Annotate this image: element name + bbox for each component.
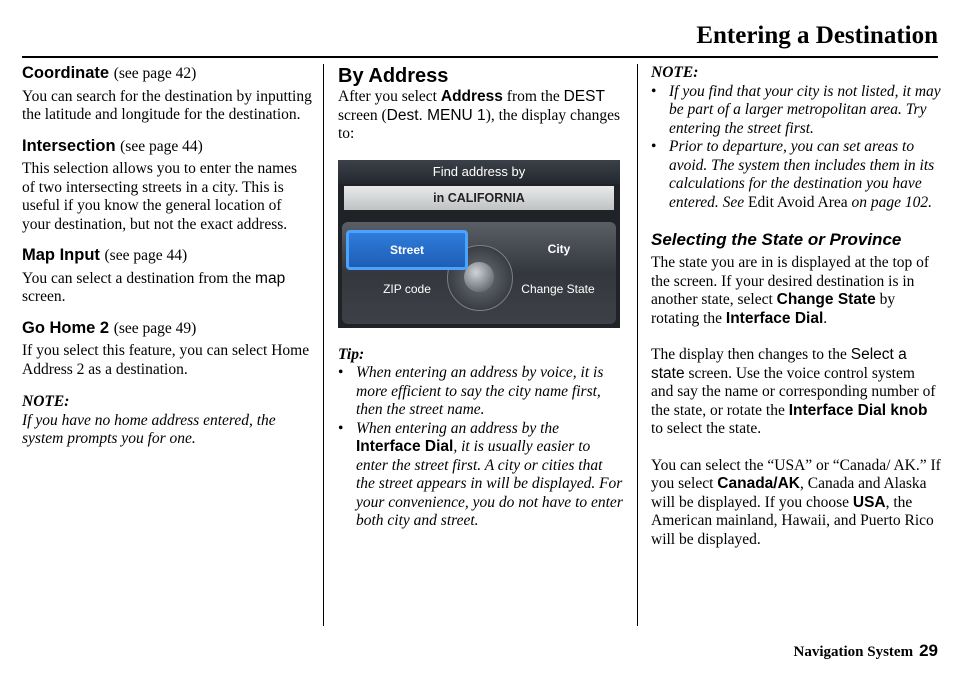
by-address-heading: By Address bbox=[338, 65, 449, 87]
page-footer bbox=[793, 641, 938, 661]
intro-post: ), the display changes to: bbox=[338, 106, 620, 142]
intersection-body: This selection allows you to enter the names of two intersecting streets in a city. This is useful if you know the general location of your destination, but not the exact address. bbox=[22, 160, 298, 233]
column-divider-2 bbox=[637, 64, 638, 626]
interface-dial-term: Interface Dial bbox=[356, 438, 454, 455]
state-p2-pre: The display then changes to the bbox=[651, 346, 847, 363]
state-p3-post: , the American mainland, Hawaii, and Puerto Rico will be displayed. bbox=[651, 493, 934, 548]
map-input-heading-text: Map Input bbox=[22, 246, 100, 264]
edit-avoid-area-link[interactable]: Edit Avoid Area bbox=[748, 193, 848, 211]
intersection-heading bbox=[22, 137, 312, 157]
screen-title: Find address by bbox=[338, 160, 620, 184]
state-p1-post: . bbox=[823, 309, 828, 327]
go-home-page-ref: (see page 49) bbox=[113, 319, 197, 337]
note-label-right: NOTE: bbox=[651, 64, 699, 81]
state-p3-mid: , Canada and Alaska will be displayed. If you choose bbox=[651, 475, 927, 511]
usa-term: USA bbox=[852, 493, 886, 511]
address-term: Address bbox=[440, 88, 503, 105]
state-p2-mid: screen. Use the voice control system and say the name or corresponding number of the state, or rotate the bbox=[651, 364, 936, 419]
column-right bbox=[651, 64, 941, 549]
tip-item-1-text: When entering an address by voice, it is more efficient to say the city name first, then the street name. bbox=[356, 364, 604, 418]
map-screen-term: map bbox=[255, 269, 286, 287]
column-left bbox=[22, 64, 312, 449]
tip-list bbox=[338, 364, 624, 531]
screen-state-label: in CALIFORNIA bbox=[344, 186, 614, 210]
note-item-1: • If you find that your city is not listed, it may be part of a larger metropolitan area. Try entering the street first. bbox=[651, 82, 941, 137]
interface-dial-knob-icon bbox=[464, 262, 494, 292]
coordinate-page-ref: (see page 42) bbox=[113, 65, 197, 82]
find-address-screen bbox=[338, 160, 620, 328]
tip-item-2-pre: When entering an address by the bbox=[356, 419, 560, 437]
intro-mid: from the bbox=[506, 88, 560, 105]
state-p3-pre: You can select the “USA” or “Canada/ AK.” If you select bbox=[651, 456, 941, 492]
tip-item-2-post: , it is usually easier to enter the street first. A city or cities that the street appears in will be displayed. For your convenience, you do not have to enter both city and street. bbox=[356, 438, 623, 529]
city-button[interactable]: City bbox=[547, 241, 571, 256]
state-heading: Selecting the State or Province bbox=[651, 230, 902, 249]
zip-code-button[interactable]: ZIP code bbox=[383, 281, 431, 296]
coordinate-heading-text: Coordinate bbox=[22, 64, 110, 82]
map-input-page-ref: (see page 44) bbox=[104, 247, 188, 264]
note-item-2-post: on page 102. bbox=[851, 193, 933, 211]
interface-dial-term-right: Interface Dial bbox=[725, 309, 824, 327]
footer-label: Navigation System bbox=[793, 644, 914, 660]
header-rule bbox=[22, 56, 938, 58]
change-state-button[interactable]: Change State bbox=[521, 281, 595, 296]
dest-term: DEST bbox=[563, 88, 605, 105]
intersection-heading-text: Intersection bbox=[22, 136, 116, 155]
note-label: NOTE: bbox=[22, 393, 70, 410]
state-p1-mid: by rotating the bbox=[651, 291, 896, 327]
by-address-intro bbox=[338, 88, 624, 144]
map-input-heading bbox=[22, 246, 312, 266]
go-home-body: If you select this feature, you can select Home Address 2 as a destination. bbox=[22, 342, 310, 378]
page-title: Entering a Destination bbox=[696, 22, 938, 49]
note-item-1-text: If you find that your city is not listed, it may be part of a larger metropolitan area. Try entering the street first. bbox=[669, 82, 941, 137]
note-body: If you have no home address entered, the system prompts you for one. bbox=[22, 411, 276, 447]
state-paragraph-1 bbox=[651, 254, 941, 328]
intro-pre: After you select bbox=[338, 88, 437, 105]
state-paragraph-3 bbox=[651, 457, 941, 550]
change-state-term: Change State bbox=[776, 291, 876, 308]
tip-label: Tip: bbox=[338, 345, 365, 363]
coordinate-body: You can search for the destination by inputting the latitude and longitude for the destination. bbox=[22, 87, 312, 123]
note-item-2-pre: Prior to departure, you can set areas to avoid. The system then includes them in its calculations for the destination you have entered. See bbox=[669, 138, 935, 211]
go-home-heading bbox=[22, 319, 312, 339]
state-paragraph-2 bbox=[651, 346, 941, 439]
canada-ak-term: Canada/AK bbox=[717, 475, 800, 492]
coordinate-heading bbox=[22, 64, 312, 84]
page-number: 29 bbox=[919, 641, 938, 660]
map-input-body bbox=[22, 270, 312, 307]
intersection-page-ref: (see page 44) bbox=[120, 137, 203, 155]
column-divider-1 bbox=[323, 64, 324, 626]
note-item-2: • Prior to departure, you can set areas to avoid. The system then includes them in its calculations for the destination you have entered. See Edit Avoid Area on page 102. bbox=[651, 138, 935, 211]
note-list bbox=[651, 83, 941, 213]
column-middle bbox=[338, 64, 624, 531]
tip-item-1: • When entering an address by voice, it is more efficient to say the city name first, then the street name. bbox=[338, 364, 604, 418]
intro-screen: screen ( bbox=[338, 106, 387, 124]
tip-item-2: • When entering an address by the Interface Dial, it is usually easier to enter the street first. A city or cities that the street appears in will be displayed. For your convenience, you do not have to enter both city and street. bbox=[338, 419, 623, 529]
map-input-body-post: screen. bbox=[22, 288, 66, 305]
interface-dial-knob-term: Interface Dial knob bbox=[788, 401, 928, 419]
go-home-heading-text: Go Home 2 bbox=[22, 318, 110, 337]
select-a-state-term: Select a state bbox=[651, 346, 907, 382]
dest-menu-term: Dest. MENU 1 bbox=[386, 106, 486, 124]
state-p1-pre: The state you are in is displayed at the top of the screen. If your desired destination is in another state, select bbox=[651, 254, 930, 308]
state-p2-post: to select the state. bbox=[651, 420, 762, 437]
map-input-body-pre: You can select a destination from the bbox=[22, 269, 252, 287]
street-button[interactable]: Street bbox=[346, 230, 468, 270]
